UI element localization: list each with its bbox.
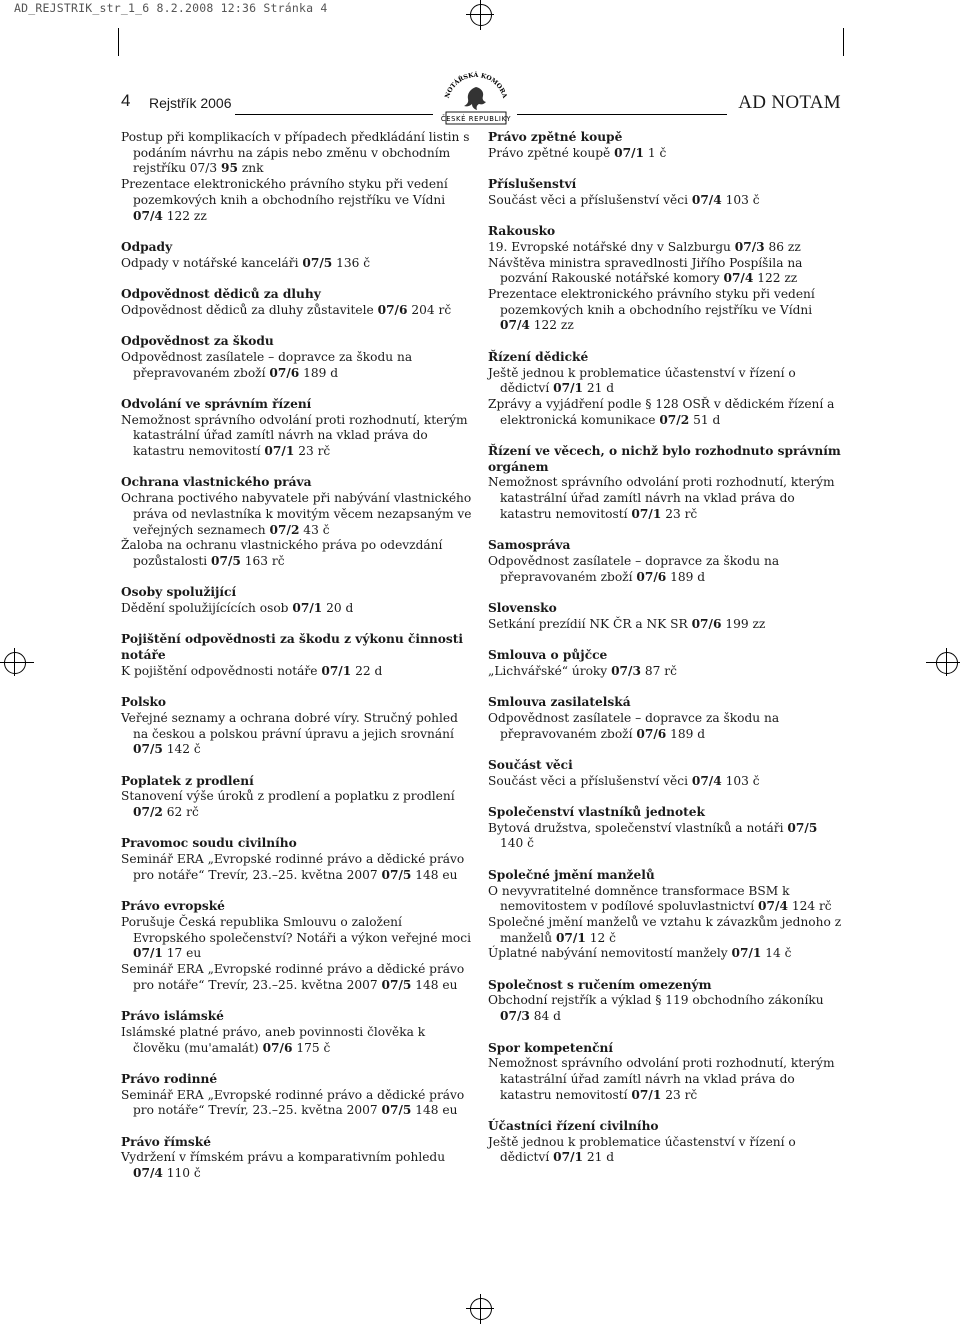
- index-entry: [488, 805, 844, 852]
- issue-reference: 07/3: [500, 1009, 530, 1024]
- index-line: [121, 1025, 473, 1056]
- index-line: [121, 538, 473, 569]
- index-entry: [121, 899, 473, 993]
- index-entry: [488, 1041, 844, 1104]
- issue-reference: 07/1: [553, 381, 584, 396]
- index-text: 19. Evropské notářské dny v Salzburgu: [488, 239, 735, 254]
- issue-reference: 07/1: [133, 946, 163, 961]
- index-text: Setkání prezídií NK ČR a NK SR: [488, 616, 692, 631]
- index-text: 20 d: [322, 601, 354, 615]
- seal-text-top: NOTÁŘSKÁ KOMORA: [443, 71, 509, 100]
- crop-mark-top-right: [842, 28, 862, 58]
- index-text: 22 d: [351, 663, 383, 678]
- issue-reference: 07/1: [631, 1087, 662, 1102]
- index-text: Úplatné nabývání nemovitostí manžely: [488, 946, 732, 961]
- issue-reference: 07/1: [555, 930, 586, 945]
- issue-reference: 07/3: [734, 239, 765, 254]
- index-heading: Odvolání ve správním řízení: [121, 396, 312, 411]
- issue-reference: 07/5: [302, 255, 333, 270]
- index-text: Bytová družstva, společenství vlastníků a notáři: [488, 820, 788, 835]
- index-heading: Právo islámské: [121, 1009, 224, 1024]
- index-line: [121, 711, 473, 758]
- index-text: Dědění spolužijícících osob: [121, 601, 293, 615]
- index-text: 122 zz: [753, 271, 798, 286]
- index-entry: [488, 224, 844, 334]
- index-heading: Společenství vlastníků jednotek: [488, 805, 705, 820]
- issue-reference: 07/5: [381, 867, 412, 882]
- issue-reference: 07/4: [758, 899, 788, 914]
- issue-reference: 07/4: [691, 773, 722, 788]
- index-text: Veřejné seznamy a ochrana dobré víry. Stručný pohled na českou a polskou právní úpravu a jejich srovnání: [121, 710, 458, 741]
- index-text: 23 rč: [661, 1087, 698, 1102]
- index-heading: Smlouva o půjčce: [488, 648, 608, 663]
- running-title: Rejstřík 2006: [149, 95, 232, 111]
- index-heading: Pojištění odpovědnosti za škodu z výkonu činnosti notáře: [121, 632, 464, 663]
- index-line: [121, 1088, 473, 1119]
- seal-text-bottom: ČESKÉ REPUBLIKY: [440, 115, 512, 123]
- index-heading: Společnost s ručením omezeným: [488, 977, 712, 992]
- registration-mark-top: [462, 0, 498, 30]
- index-text: 189 d: [666, 569, 706, 584]
- index-text: 84 d: [529, 1009, 561, 1024]
- index-line: [488, 821, 844, 852]
- index-heading: Právo římské: [121, 1134, 211, 1149]
- print-slug: AD_REJSTRIK_str_1_6 8.2.2008 12:36 Stránka 4: [14, 1, 328, 15]
- index-line: [488, 287, 844, 334]
- issue-reference: 07/1: [264, 444, 295, 458]
- issue-reference: 07/6: [636, 726, 667, 741]
- index-text: 87 rč: [640, 663, 677, 678]
- index-line: [488, 240, 844, 256]
- issue-reference: 07/1: [553, 1150, 584, 1165]
- index-entry: [121, 585, 473, 616]
- issue-reference: 07/4: [500, 318, 530, 333]
- index-heading: Rakousko: [488, 224, 556, 239]
- index-entry: [488, 648, 844, 679]
- issue-reference: 07/4: [691, 192, 722, 207]
- index-line: [121, 350, 473, 381]
- index-heading: Odpovědnost za škodu: [121, 334, 274, 349]
- issue-reference: 07/4: [133, 1166, 163, 1181]
- index-text: Seminář ERA „Evropské rodinné právo a dědické právo pro notáře“ Trevír, 23.–25. května 2007: [121, 1087, 465, 1118]
- index-text: 199 zz: [721, 616, 766, 631]
- index-line: [488, 193, 844, 209]
- index-text: Součást věci a příslušenství věci: [488, 773, 692, 788]
- index-text: Ještě jednou k problematice účastenství v řízení o dědictví: [488, 1134, 796, 1165]
- issue-reference: 95: [221, 161, 239, 176]
- index-line: [121, 1150, 473, 1181]
- index-column-right: [488, 130, 844, 1182]
- index-heading: Součást věci: [488, 757, 573, 772]
- index-heading: Společné jmění manželů: [488, 867, 655, 882]
- index-line: [488, 946, 844, 962]
- index-text: 175 č: [292, 1040, 331, 1055]
- index-text: 23 rč: [661, 506, 698, 521]
- index-line: [488, 554, 844, 585]
- index-text: Prezentace elektronického právního styku při vedení pozemkových knih a obchodního rejstříku ve Vídni: [488, 287, 815, 317]
- index-line: [121, 664, 473, 680]
- index-text: 43 č: [299, 522, 330, 537]
- index-entry: [488, 868, 844, 962]
- index-entry: [121, 1135, 473, 1182]
- issue-reference: 07/5: [381, 1103, 412, 1118]
- index-text: Odpovědnost zasílatele – dopravce za škodu na přepravovaném zboží: [488, 553, 780, 584]
- index-line: [121, 303, 473, 319]
- index-entry: [121, 632, 473, 679]
- issue-reference: 07/6: [691, 616, 722, 631]
- index-heading: Samospráva: [488, 538, 571, 553]
- index-text: 142 č: [162, 742, 201, 757]
- index-entry: [488, 444, 844, 523]
- issue-reference: 07/4: [133, 208, 163, 223]
- index-entry: [488, 601, 844, 632]
- brand-name: AD NOTAM: [738, 92, 841, 113]
- index-text: 62 rč: [162, 805, 199, 820]
- index-text: 189 d: [666, 726, 706, 741]
- index-text: 163 rč: [240, 553, 285, 568]
- index-line: [488, 774, 844, 790]
- index-heading: Právo evropské: [121, 899, 225, 914]
- issue-reference: 07/1: [631, 506, 662, 521]
- index-heading: Spor kompetenční: [488, 1040, 614, 1055]
- index-text: 124 rč: [787, 899, 832, 914]
- index-text: Ochrana poctivého nabyvatele při nabývání vlastnického práva od nevlastníka k movitým věcem nezapsaným ve veřejných seznamech: [121, 491, 472, 537]
- index-entry: [488, 695, 844, 742]
- index-line: [121, 256, 473, 272]
- index-text: 122 zz: [529, 318, 574, 333]
- index-entry: [121, 1072, 473, 1119]
- index-text: Žaloba na ochranu vlastnického práva po odevzdání pozůstalosti: [121, 538, 443, 568]
- issue-reference: 07/2: [133, 805, 163, 820]
- issue-reference: 07/6: [262, 1040, 293, 1055]
- issue-reference: 07/5: [211, 553, 241, 568]
- index-text: 23 rč: [294, 444, 331, 458]
- index-heading: Slovensko: [488, 601, 557, 615]
- index-line: [488, 366, 844, 397]
- index-text: Odpovědnost dědiců za dluhy zůstavitele: [121, 302, 378, 317]
- index-line: [488, 146, 844, 162]
- index-line: [488, 1135, 844, 1166]
- index-heading: Právo zpětné koupě: [488, 130, 623, 144]
- issue-reference: 07/6: [269, 365, 300, 380]
- page-number: 4: [121, 91, 131, 110]
- issue-reference: 07/1: [292, 601, 323, 615]
- index-heading: Poplatek z prodlení: [121, 773, 254, 788]
- index-line: [488, 711, 844, 742]
- index-text: 1 č: [644, 145, 667, 160]
- index-text: 140 č: [500, 836, 534, 851]
- index-entry: [121, 240, 473, 271]
- index-text: 21 d: [583, 1150, 615, 1165]
- issue-reference: 07/2: [269, 522, 300, 537]
- index-text: Odpovědnost zasílatele – dopravce za škodu na přepravovaném zboží: [121, 349, 413, 380]
- index-line: [488, 397, 844, 428]
- index-text: Islámské platné právo, aneb povinnosti člověka k člověku (mu'amalát): [121, 1024, 426, 1055]
- index-line: [488, 1056, 844, 1103]
- index-heading: Právo rodinné: [121, 1071, 218, 1086]
- index-text: Porušuje Česká republika Smlouvu o založení Evropského společenství? Notáři a výkon veřejné moci: [121, 914, 471, 945]
- index-text: 148 eu: [411, 977, 458, 992]
- index-text: znk: [238, 161, 264, 176]
- issue-reference: 07/1: [731, 946, 762, 961]
- index-entry: [488, 538, 844, 585]
- index-line: [488, 617, 844, 633]
- index-text: Vydržení v římském právu a komparativním pohledu: [121, 1150, 446, 1165]
- issue-reference: 07/2: [659, 412, 690, 427]
- index-line: [121, 915, 473, 962]
- index-line: [121, 601, 473, 617]
- index-entry: [488, 758, 844, 789]
- index-text: 21 d: [583, 381, 615, 396]
- registration-mark-left: [0, 644, 34, 680]
- index-entry: [121, 475, 473, 569]
- issue-reference: 07/6: [636, 569, 667, 584]
- index-text: Zprávy a vyjádření podle § 128 OSŘ v dědickém řízení a elektronická komunikace: [488, 396, 835, 427]
- index-entry: [121, 836, 473, 883]
- index-line: [488, 664, 844, 680]
- index-entry: [488, 978, 844, 1025]
- index-heading: Ochrana vlastnického práva: [121, 475, 312, 490]
- index-entry: [488, 130, 844, 161]
- issue-reference: 07/5: [381, 977, 412, 992]
- header-rule-left: [235, 114, 433, 115]
- index-text: 136 č: [332, 255, 371, 270]
- index-text: Nemožnost správního odvolání proti rozhodnutí, kterým katastrální úřad zamítl návrh na vklad práva do katastru nemovitostí: [488, 475, 835, 521]
- issue-reference: 07/4: [723, 271, 754, 286]
- issue-reference: 07/1: [614, 145, 645, 160]
- index-line: [488, 915, 844, 946]
- index-text: 122 zz: [162, 208, 207, 223]
- index-heading: Polsko: [121, 695, 167, 710]
- index-text: Odpady v notářské kanceláři: [121, 255, 303, 270]
- index-text: 204 rč: [407, 302, 452, 317]
- index-text: Součást věci a příslušenství věci: [488, 192, 692, 207]
- index-text: Stanovení výše úroků z prodlení a poplatku z prodlení: [121, 789, 455, 804]
- index-text: 148 eu: [411, 1103, 458, 1118]
- index-text: Nemožnost správního odvolání proti rozhodnutí, kterým katastrální úřad zamítl návrh na vklad práva do katastru nemovitostí: [121, 412, 468, 458]
- issue-reference: 07/3: [611, 663, 641, 678]
- index-text: 103 č: [721, 192, 760, 207]
- index-text: Společné jmění manželů ve vztahu k závazkům jednoho z manželů: [488, 914, 842, 945]
- index-text: 51 d: [689, 412, 721, 427]
- index-text: Návštěva ministra spravedlnosti Jiřího Pospíšila na pozvání Rakouské notářské komory: [488, 255, 803, 286]
- issue-reference: 07/1: [321, 663, 352, 678]
- index-entry: [121, 774, 473, 821]
- index-text: 17 eu: [162, 946, 202, 961]
- index-text: 103 č: [721, 773, 760, 788]
- index-line: [121, 413, 473, 460]
- index-line: [121, 177, 473, 224]
- index-entry: [488, 177, 844, 208]
- index-line: [121, 852, 473, 883]
- index-heading: Příslušenství: [488, 177, 577, 192]
- index-text: 12 č: [585, 930, 616, 945]
- index-text: Prezentace elektronického právního styku při vedení pozemkových knih a obchodního rejstříku ve Vídni: [121, 177, 448, 207]
- index-entry: [488, 350, 844, 429]
- index-text: Obchodní rejstřík a výklad § 119 obchodního zákoníku: [488, 993, 824, 1008]
- crop-mark-top-left: [100, 28, 120, 58]
- index-text: K pojištění odpovědnosti notáře: [121, 663, 322, 678]
- index-line: [488, 993, 844, 1024]
- index-text: 189 d: [299, 365, 339, 380]
- page-header: [121, 71, 841, 127]
- index-text: Ještě jednou k problematice účastenství v řízení o dědictví: [488, 365, 796, 396]
- index-line: [488, 475, 844, 522]
- index-entry: [121, 1009, 473, 1056]
- index-entry: [121, 695, 473, 758]
- index-line: [121, 130, 473, 177]
- index-text: Postup při komplikacích v případech předkládání listin s podáním návrhu na zápis nebo změnu v obchodním rejstříku 07/3: [121, 130, 470, 176]
- registration-mark-right: [926, 644, 960, 680]
- index-entry: [488, 1119, 844, 1166]
- index-text: 14 č: [761, 946, 792, 961]
- index-heading: Osoby spolužijící: [121, 585, 237, 600]
- index-heading: Odpady: [121, 239, 173, 254]
- index-entry: [121, 130, 473, 224]
- index-entry: [121, 287, 473, 318]
- index-text: Právo zpětné koupě: [488, 145, 615, 160]
- index-text: 148 eu: [411, 867, 458, 882]
- index-line: [121, 789, 473, 820]
- index-line: [121, 962, 473, 993]
- header-rule-right: [517, 114, 727, 115]
- index-entry: [121, 334, 473, 381]
- registration-mark-bottom: [462, 1294, 498, 1324]
- issue-reference: 07/5: [133, 742, 163, 757]
- index-text: 86 zz: [764, 239, 801, 254]
- issue-reference: 07/6: [377, 302, 408, 317]
- index-text: Nemožnost správního odvolání proti rozhodnutí, kterým katastrální úřad zamítl návrh na vklad práva do katastru nemovitostí: [488, 1056, 835, 1102]
- index-heading: Účastníci řízení civilního: [488, 1119, 659, 1134]
- index-heading: Odpovědnost dědiců za dluhy: [121, 287, 321, 301]
- index-line: [121, 491, 473, 538]
- notary-chamber-seal-icon: [439, 67, 513, 127]
- index-heading: Smlouva zasilatelská: [488, 695, 631, 710]
- index-column-left: [121, 130, 473, 1198]
- index-heading: Řízení dědické: [488, 349, 589, 364]
- index-text: O nevyvratitelné domněnce transformace BSM k nemovitostem v podílové spoluvlastnictví: [488, 883, 790, 914]
- index-text: Odpovědnost zasílatele – dopravce za škodu na přepravovaném zboží: [488, 710, 780, 741]
- index-heading: Pravomoc soudu civilního: [121, 836, 297, 851]
- index-text: Seminář ERA „Evropské rodinné právo a dědické právo pro notáře“ Trevír, 23.–25. května 2007: [121, 852, 465, 882]
- index-text: 110 č: [162, 1166, 201, 1181]
- index-entry: [121, 397, 473, 460]
- index-text: „Lichvářské“ úroky: [488, 663, 612, 678]
- index-line: [488, 256, 844, 287]
- issue-reference: 07/5: [787, 820, 818, 835]
- index-heading: Řízení ve věcech, o nichž bylo rozhodnuto správním orgánem: [488, 444, 841, 474]
- index-text: Seminář ERA „Evropské rodinné právo a dědické právo pro notáře“ Trevír, 23.–25. května 2007: [121, 962, 465, 992]
- index-line: [488, 884, 844, 915]
